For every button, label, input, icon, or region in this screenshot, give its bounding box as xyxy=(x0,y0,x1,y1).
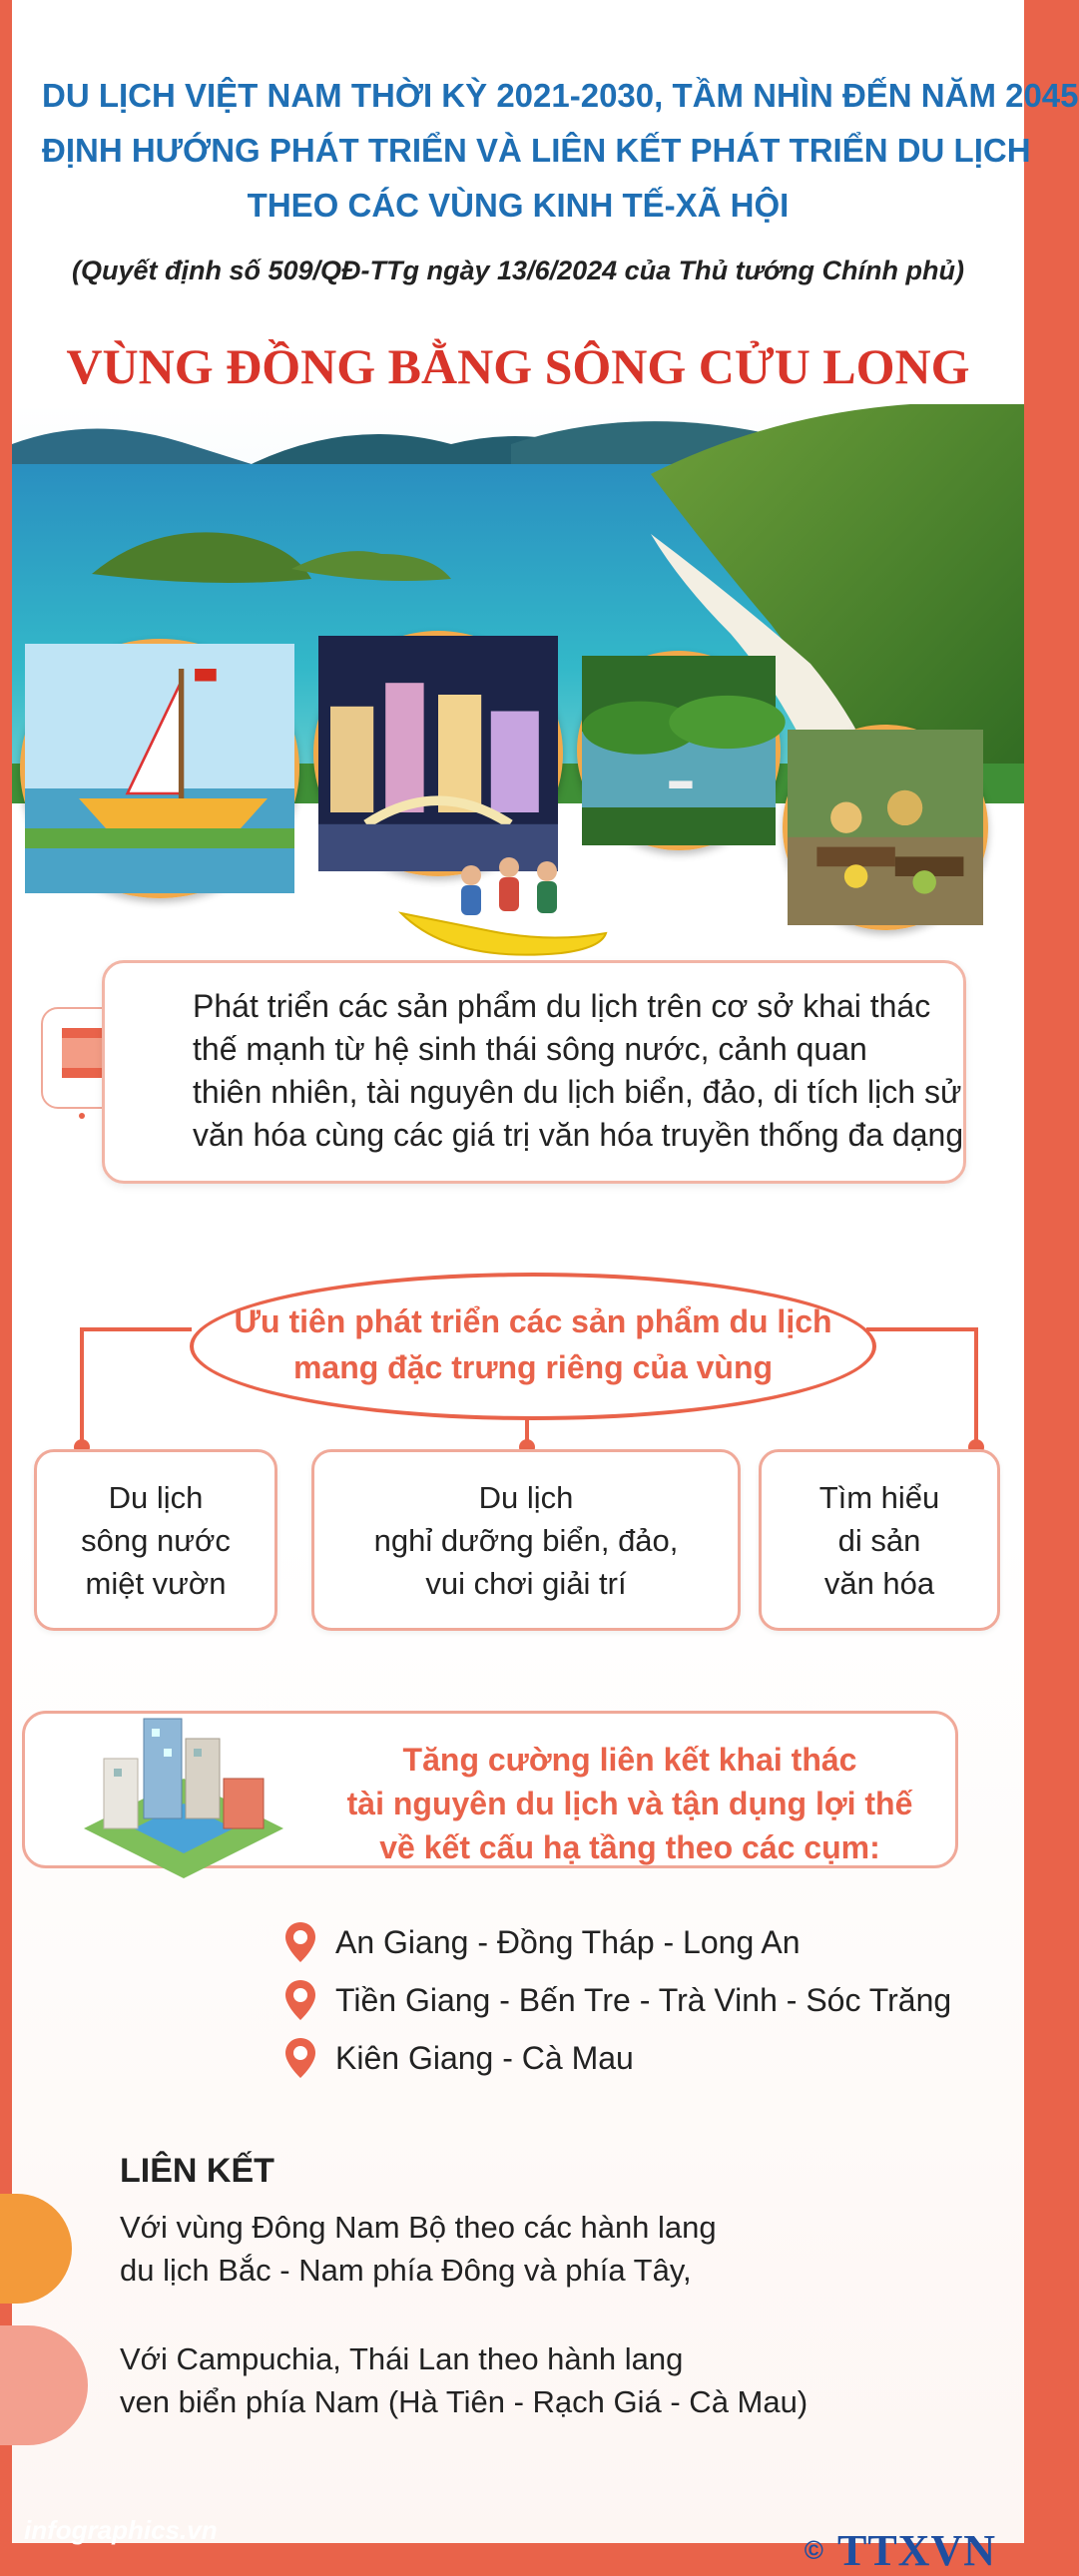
priority-ellipse xyxy=(190,1273,876,1420)
lienket-paragraph-1 xyxy=(120,2206,717,2292)
lienket-marker xyxy=(0,2194,72,2304)
photo-city-night xyxy=(313,631,563,876)
priority-card-heritage xyxy=(759,1449,1000,1631)
linkage-heading xyxy=(324,1738,935,1869)
decision-subtitle: (Quyết định số 509/QĐ-TTg ngày 13/6/2024 của Thủ tướng Chính phủ) xyxy=(72,256,964,285)
title-line: DU LỊCH VIỆT NAM THỜI KỲ 2021-2030, TẦM NHÌN ĐẾN NĂM 2045 xyxy=(42,77,1079,114)
photo-floating-market xyxy=(783,725,988,930)
intro-line: thế mạnh từ hệ sinh thái sông nước, cảnh quan xyxy=(193,1031,867,1067)
connector-line xyxy=(866,1327,978,1331)
title-line: ĐỊNH HƯỚNG PHÁT TRIỂN VÀ LIÊN KẾT PHÁT TRIỂN DU LỊCH xyxy=(42,132,1031,169)
card-line: miệt vườn xyxy=(85,1565,227,1601)
priority-line: mang đặc trưng riêng của vùng xyxy=(292,1349,774,1385)
card-line: sông nước xyxy=(81,1522,231,1558)
card-line: Tìm hiểu xyxy=(818,1479,940,1515)
card-line: nghỉ dưỡng biển, đảo, xyxy=(373,1522,679,1558)
map-pin-icon xyxy=(283,1978,317,2022)
intro-line: văn hóa cùng các giá trị văn hóa truyền thống đa dạng xyxy=(193,1117,964,1153)
priority-heading xyxy=(194,1298,872,1390)
lienket-line: du lịch Bắc - Nam phía Đông và phía Tây, xyxy=(120,2253,692,2288)
priority-card-river-garden xyxy=(34,1449,277,1631)
cluster-label: Kiên Giang - Cà Mau xyxy=(335,2039,634,2076)
title-line: THEO CÁC VÙNG KINH TẾ-XÃ HỘI xyxy=(247,187,790,224)
card-line: Du lịch xyxy=(478,1479,574,1515)
cluster-item xyxy=(283,1920,801,1964)
banana-boat-illustration xyxy=(391,853,611,973)
infographic-page xyxy=(12,0,1079,2575)
connector-line xyxy=(80,1327,84,1447)
site-credit: infographics.vn xyxy=(24,2515,218,2545)
map-pin-icon xyxy=(283,2036,317,2080)
photo-boat xyxy=(20,639,299,898)
cluster-label: Tiền Giang - Bến Tre - Trà Vinh - Sóc Trăng xyxy=(335,1981,952,2018)
priority-line: Ưu tiên phát triển các sản phẩm du lịch xyxy=(234,1303,832,1339)
priority-card-resort xyxy=(311,1449,741,1631)
card-line: văn hóa xyxy=(823,1565,935,1601)
lienket-line: Với Campuchia, Thái Lan theo hành lang xyxy=(120,2341,684,2376)
card-line: di sản xyxy=(837,1522,921,1558)
lienket-marker xyxy=(0,2325,88,2445)
linkage-line: Tăng cường liên kết khai thác xyxy=(402,1742,857,1778)
city-buildings-icon xyxy=(74,1689,293,1888)
intro-line: thiên nhiên, tài nguyên du lịch biển, đảo, di tích lịch sử xyxy=(193,1074,962,1110)
cluster-item xyxy=(283,1978,951,2022)
intro-text xyxy=(193,985,964,1157)
card-line: vui chơi giải trí xyxy=(425,1565,627,1601)
intro-line: Phát triển các sản phẩm du lịch trên cơ sở khai thác xyxy=(193,988,931,1024)
lienket-paragraph-2 xyxy=(120,2337,808,2423)
connector-line xyxy=(80,1327,192,1331)
copyright-symbol: © xyxy=(804,2535,823,2565)
lienket-line: Với vùng Đông Nam Bộ theo các hành lang xyxy=(120,2210,717,2245)
linkage-line: về kết cấu hạ tầng theo các cụm: xyxy=(379,1829,880,1865)
lienket-title: LIÊN KẾT xyxy=(120,2152,274,2190)
lienket-line: ven biển phía Nam (Hà Tiên - Rạch Giá - Cà Mau) xyxy=(120,2384,809,2419)
photo-mangrove xyxy=(577,651,781,850)
agency-name: TTXVN xyxy=(836,2526,996,2575)
region-title: VÙNG ĐỒNG BẰNG SÔNG CỬU LONG xyxy=(66,338,970,394)
cluster-label: An Giang - Đồng Tháp - Long An xyxy=(335,1923,801,1960)
connector-line xyxy=(974,1327,978,1447)
page-title xyxy=(42,68,1079,233)
linkage-line: tài nguyên du lịch và tận dụng lợi thế xyxy=(346,1786,913,1821)
ttxvn-logo xyxy=(805,2525,996,2576)
map-pin-icon xyxy=(283,1920,317,1964)
cluster-item xyxy=(283,2036,634,2080)
intro-box xyxy=(102,960,966,1184)
card-line: Du lịch xyxy=(108,1479,204,1515)
